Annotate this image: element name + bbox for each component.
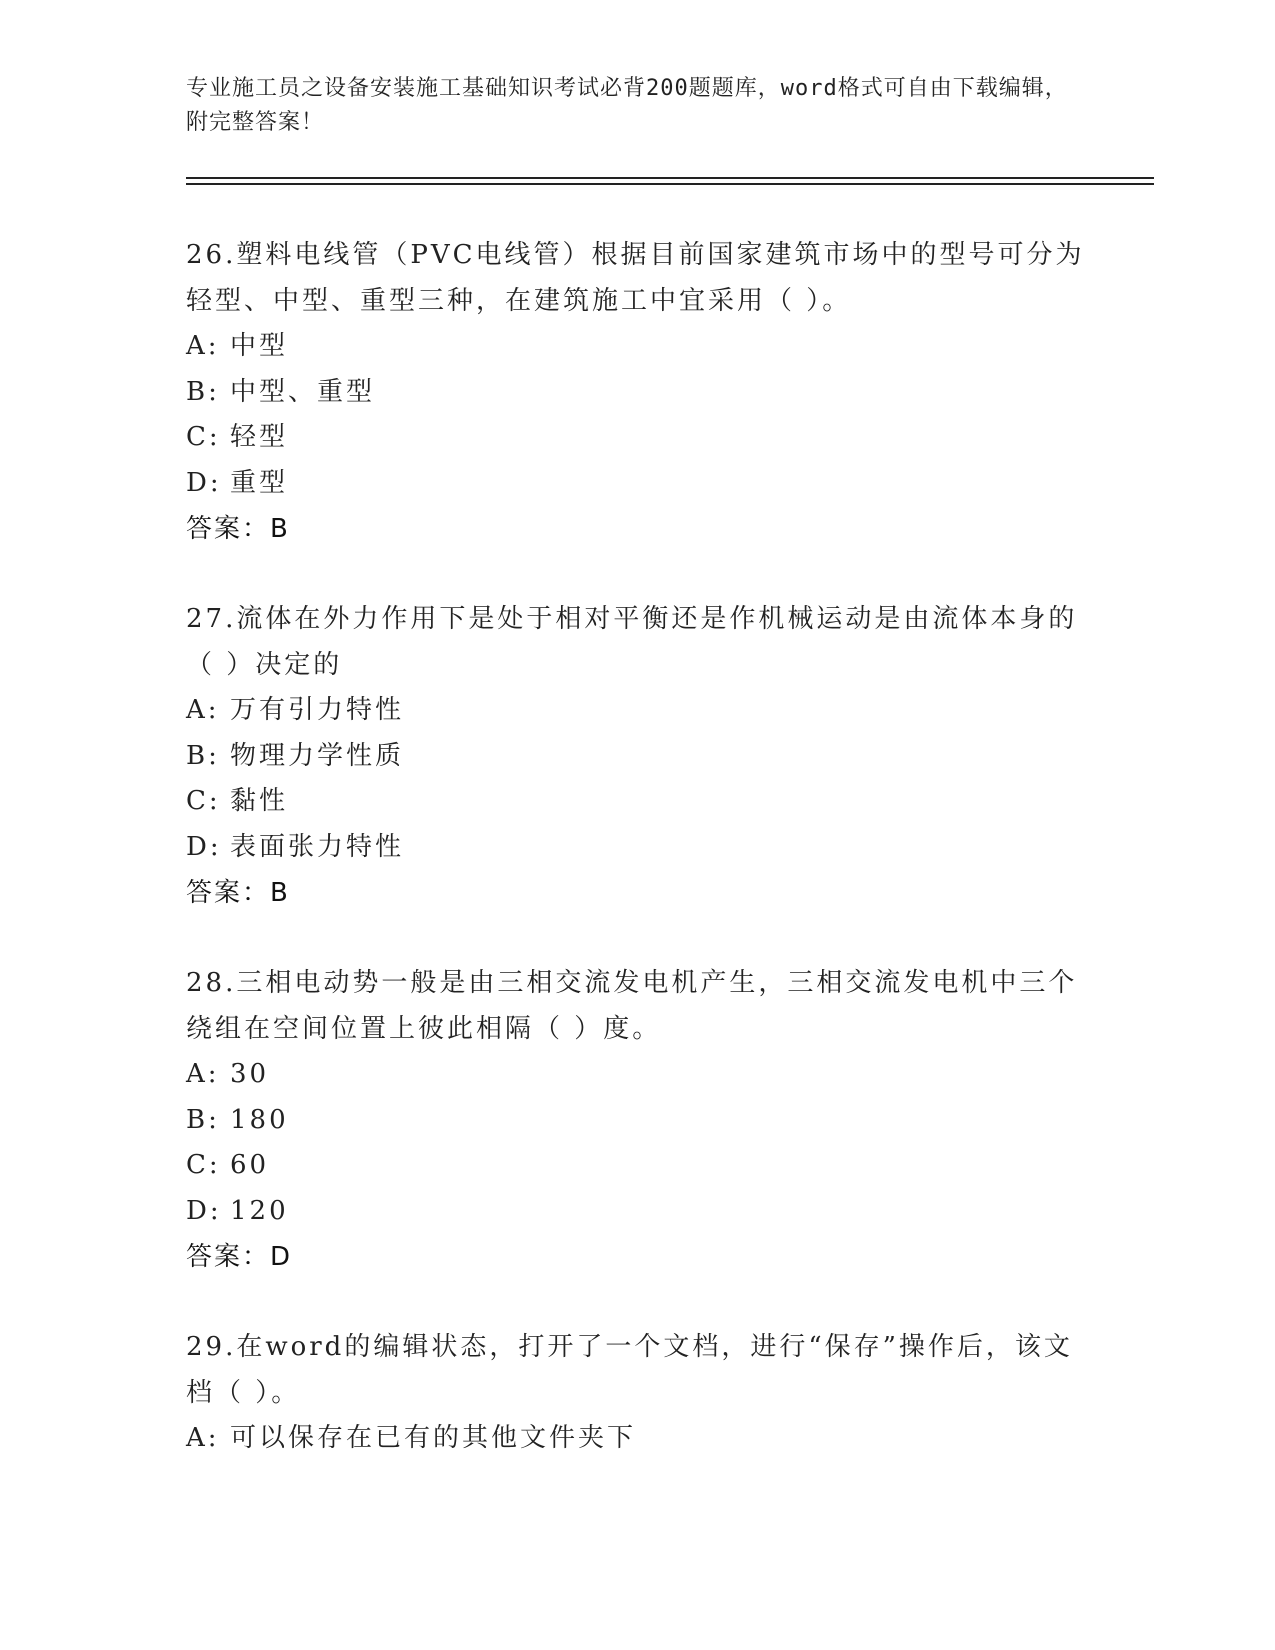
document-header: 专业施工员之设备安装施工基础知识考试必背200题题库，word格式可自由下载编辑，附完整答案！ [186,76,1068,135]
header-divider-bottom [186,183,1154,185]
option-letter: C: [186,1150,221,1180]
option-b [186,734,1086,780]
option-text: 60 [230,1150,270,1180]
option-text: 180 [230,1104,289,1135]
option-d [186,461,1086,507]
option-text: 重型 [230,467,289,498]
option-a [186,1052,1086,1098]
option-text: 中型、重型 [230,376,376,407]
question-28 [186,960,1086,1280]
option-text: 表面张力特性 [230,831,405,862]
option-d [186,825,1086,871]
option-letter: B: [186,1104,220,1135]
answer-line: 答案：B [186,878,290,908]
answer-line: 答案：B [186,514,290,544]
option-c [186,779,1086,825]
option-b [186,1098,1086,1144]
option-letter: A: [186,695,220,725]
question-stem: 27.流体在外力作用下是处于相对平衡还是作机械运动是由流体本身的（ ）决定的 [186,604,1078,680]
option-letter: D: [186,1195,222,1226]
option-text: 可以保存在已有的其他文件夹下 [230,1423,637,1453]
option-letter: C: [186,786,221,816]
option-text: 万有引力特性 [230,695,405,725]
question-26 [186,232,1086,552]
option-a [186,324,1086,370]
option-letter: B: [186,376,220,407]
option-letter: B: [186,740,220,771]
question-stem: 28.三相电动势一般是由三相交流发电机产生，三相交流发电机中三个绕组在空间位置上彼此相隔（ ）度。 [186,968,1078,1044]
option-a [186,688,1086,734]
option-text: 中型 [230,331,289,361]
answer-line: 答案：D [186,1242,293,1272]
option-c [186,1143,1086,1189]
option-letter: A: [186,1423,220,1453]
option-text: 120 [230,1195,289,1226]
question-stem: 26.塑料电线管（PVC电线管）根据目前国家建筑市场中的型号可分为轻型、中型、重型三种，在建筑施工中宜采用（ ）。 [186,240,1085,316]
option-a [186,1416,1086,1462]
question-stem: 29.在word的编辑状态，打开了一个文档，进行“保存”操作后，该文档（ ）。 [186,1332,1073,1408]
option-d [186,1189,1086,1235]
option-letter: D: [186,467,222,498]
question-27 [186,596,1086,916]
option-letter: D: [186,831,222,862]
option-text: 30 [230,1059,270,1089]
header-divider-top [186,177,1154,179]
option-text: 轻型 [230,422,289,452]
option-text: 物理力学性质 [230,740,405,771]
question-29 [186,1324,1086,1462]
option-letter: C: [186,422,221,452]
option-c [186,415,1086,461]
option-letter: A: [186,331,220,361]
option-letter: A: [186,1059,220,1089]
option-b [186,370,1086,416]
option-text: 黏性 [230,786,289,816]
